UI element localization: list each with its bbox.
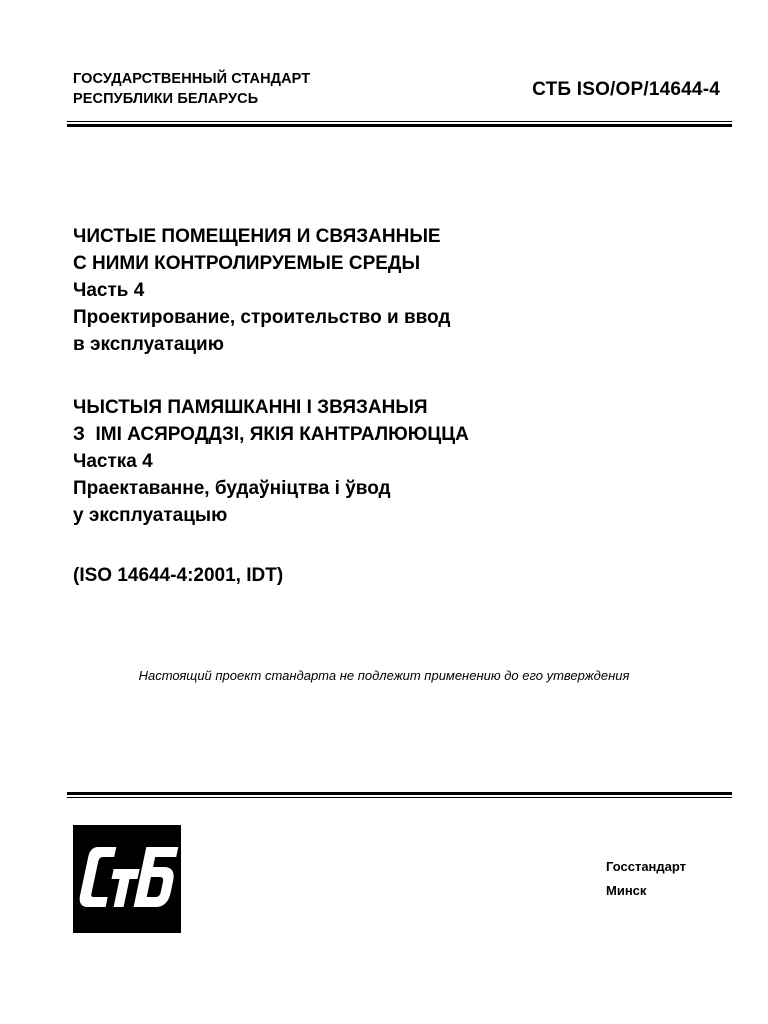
title-ru-line-2: С НИМИ КОНТРОЛИРУЕМЫЕ СРЕДЫ xyxy=(73,253,421,274)
stb-logo-icon xyxy=(73,825,181,933)
title-by-line-2: З ІМІ АСЯРОДДЗІ, ЯКІЯ КАНТРАЛЮЮЦЦА xyxy=(73,424,469,445)
title-by-subtitle-2: у эксплуатацыю xyxy=(73,505,228,526)
title-russian xyxy=(73,223,450,358)
publisher-block xyxy=(606,855,686,903)
title-belarusian xyxy=(73,394,469,529)
top-divider xyxy=(67,121,732,127)
draft-notice: Настоящий проект стандарта не подлежит применению до его утверждения xyxy=(138,668,630,683)
title-ru-part: Часть 4 xyxy=(73,280,145,301)
standard-designation: СТБ ISO/OP/14644-4 xyxy=(532,79,720,100)
title-ru-subtitle-2: в эксплуатацию xyxy=(73,334,224,355)
issuer-line-2: РЕСПУБЛИКИ БЕЛАРУСЬ xyxy=(73,91,259,107)
issuer-line-1: ГОСУДАРСТВЕННЫЙ СТАНДАРТ xyxy=(73,71,311,87)
publisher-name: Госстандарт xyxy=(606,859,687,874)
title-by-line-1: ЧЫСТЫЯ ПАМЯШКАННІ І ЗВЯЗАНЫЯ xyxy=(73,397,428,418)
title-by-part: Частка 4 xyxy=(73,451,153,472)
publisher-city: Минск xyxy=(606,883,647,898)
title-by-subtitle-1: Праектаванне, будаўніцтва і ўвод xyxy=(73,478,391,499)
issuer-heading xyxy=(73,69,310,109)
iso-reference: (ISO 14644-4:2001, IDT) xyxy=(73,565,284,586)
bottom-divider xyxy=(67,792,732,798)
title-ru-subtitle-1: Проектирование, строительство и ввод xyxy=(73,307,451,328)
title-ru-line-1: ЧИСТЫЕ ПОМЕЩЕНИЯ И СВЯЗАННЫЕ xyxy=(73,226,441,247)
